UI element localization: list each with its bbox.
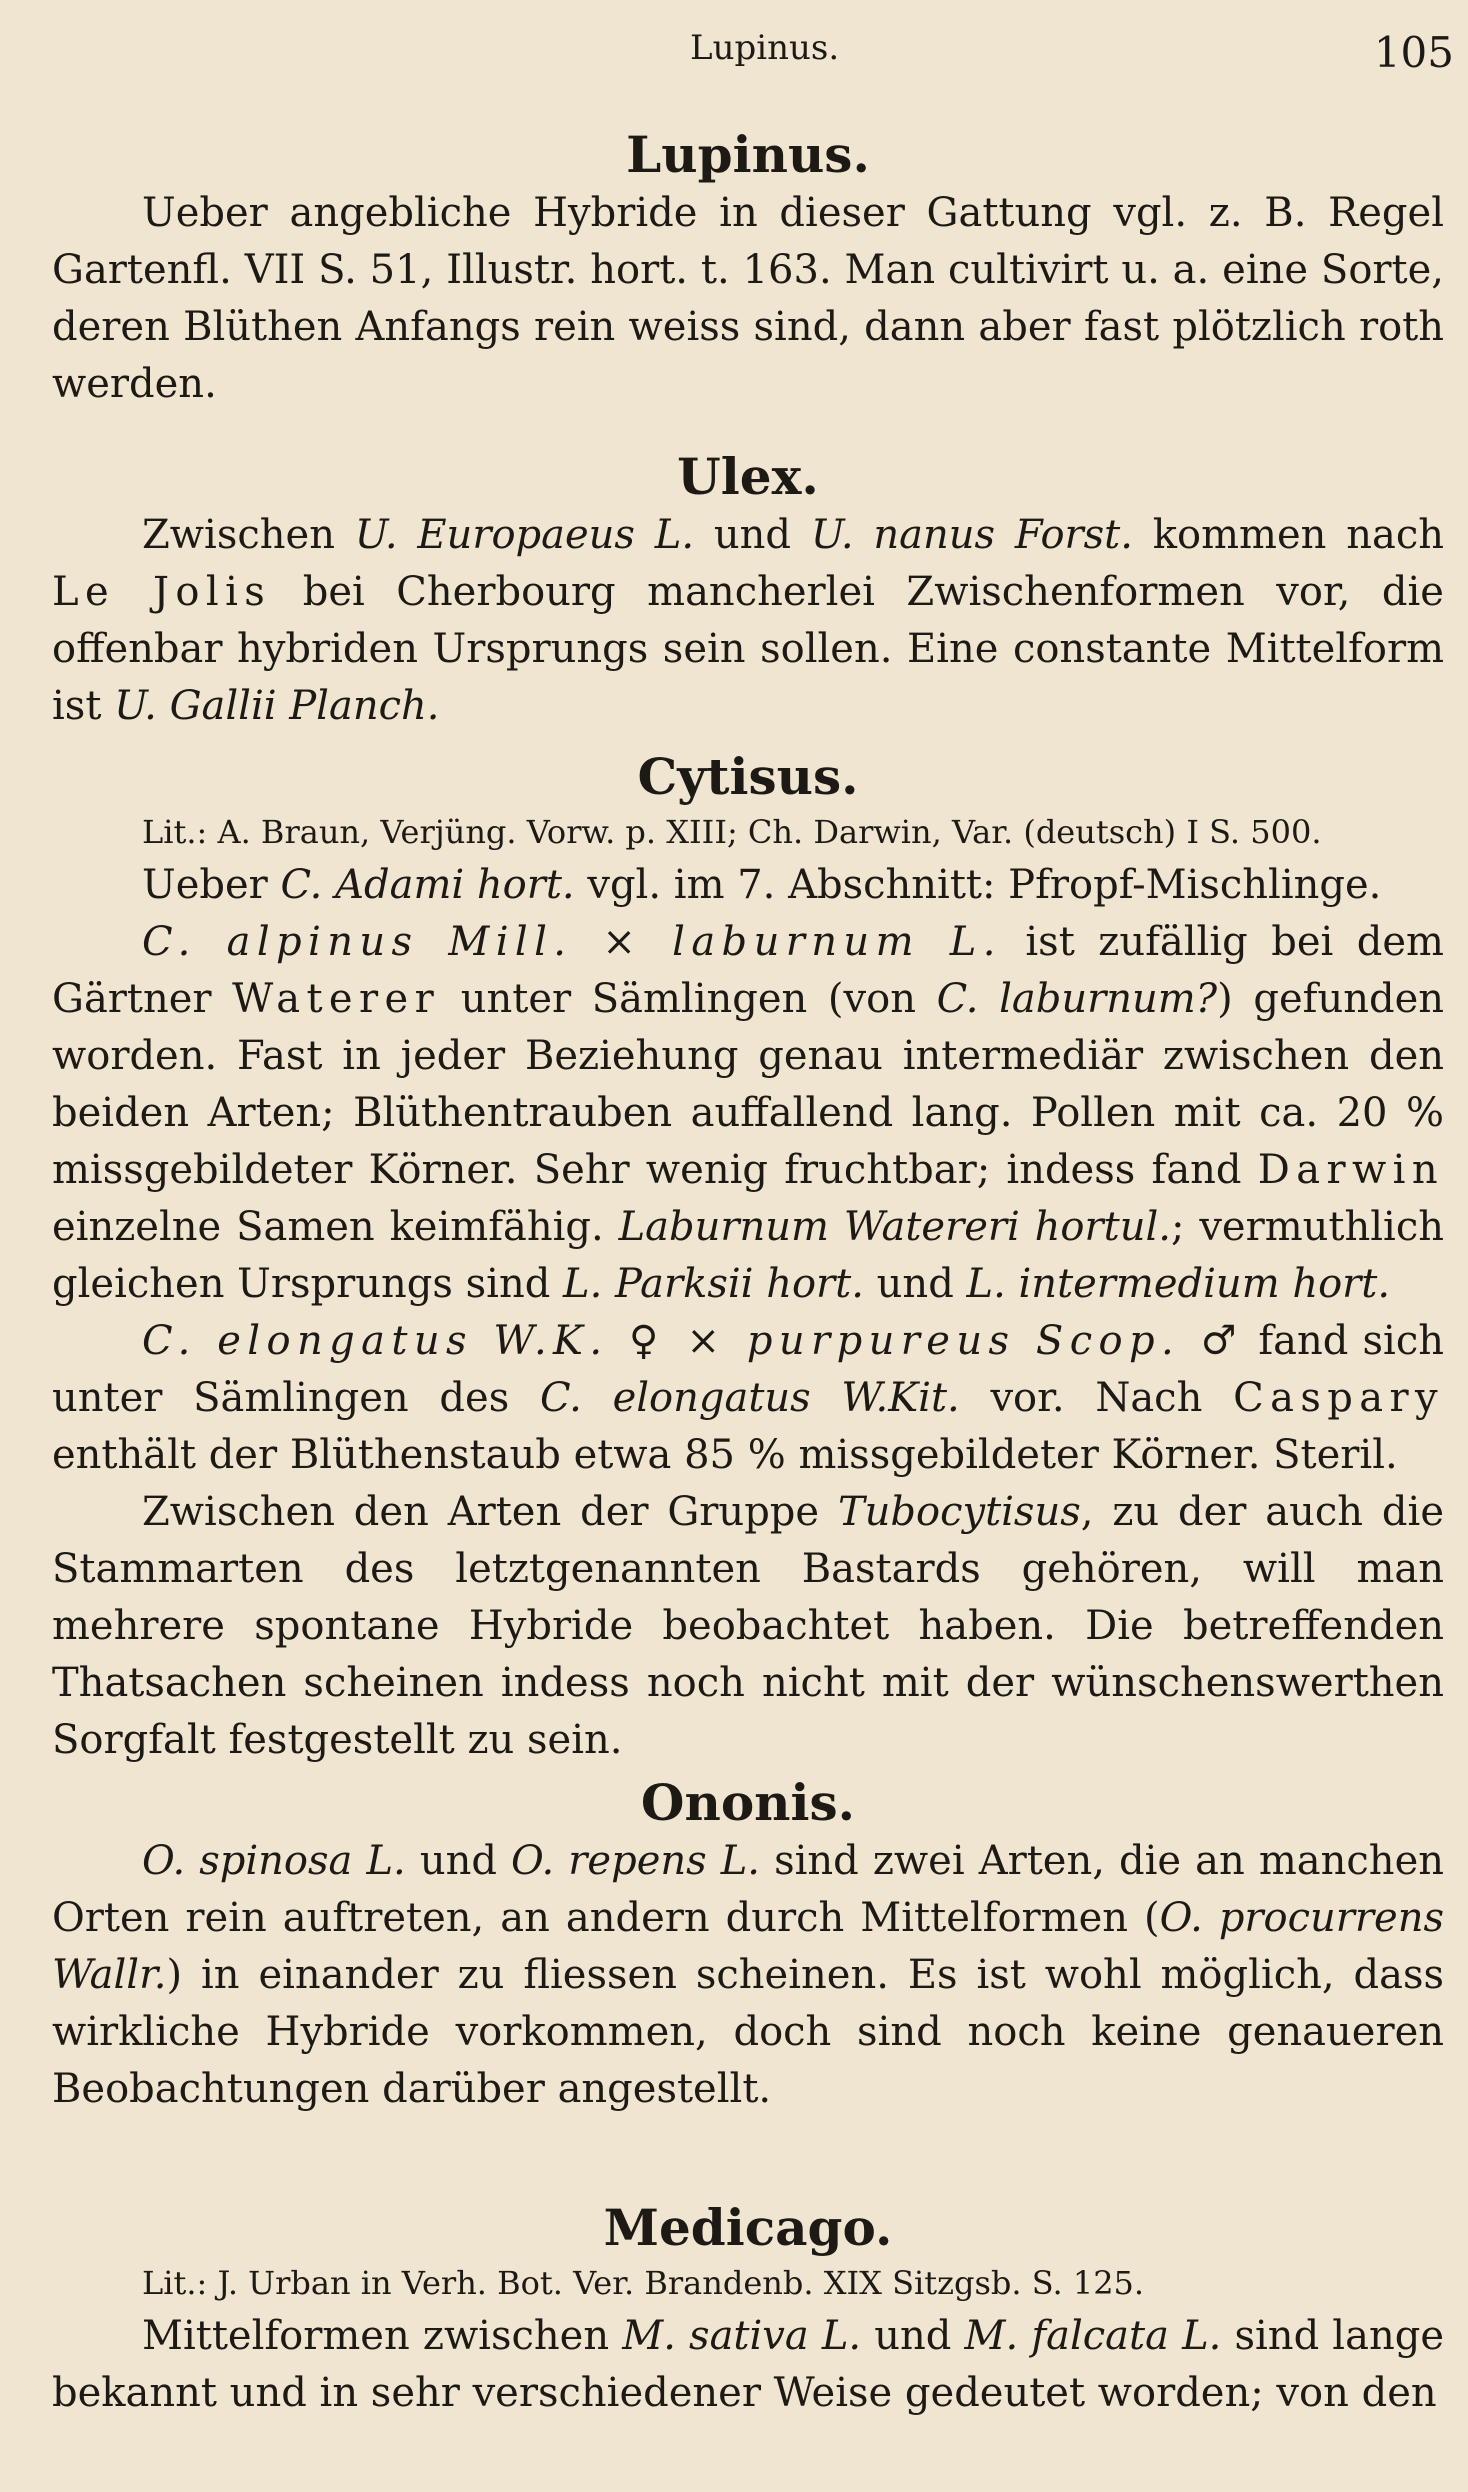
text-run: kommen nach [1132, 512, 1445, 558]
section-ononis [52, 1773, 1444, 2118]
species-name: C. elongatus W.Kit. [539, 1375, 960, 1421]
hybrid-formula: C. alpinus Mill. × laburnum L. [142, 919, 1002, 965]
species-name: O. repens L. [511, 1838, 761, 1884]
text-run: ; vermuthlich gleichen Ursprungs sind [52, 1204, 1444, 1307]
paragraph-cytisus-2 [52, 914, 1444, 1313]
running-title: Lupinus. [690, 28, 840, 68]
species-name: L. Parksii hort. [563, 1261, 864, 1307]
paragraph-ononis-1 [52, 1833, 1444, 2118]
text-run: Zwischen den Arten der Gruppe [142, 1489, 838, 1535]
text-run: fand sich unter Sämlingen des [52, 1318, 1444, 1421]
paragraph-medicago-1 [52, 2308, 1444, 2422]
species-name: O. spinosa L. [142, 1838, 406, 1884]
paragraph-ulex-1 [52, 507, 1444, 735]
species-name: M. sativa L. [622, 2313, 862, 2359]
species-name: M. falcata L. [964, 2313, 1222, 2359]
section-ulex [52, 447, 1444, 735]
author-name: Caspary [1233, 1375, 1445, 1421]
page-number: 105 [1373, 28, 1454, 77]
text-run: vgl. im 7. Abschnitt: Pfropf-Mischlinge. [574, 862, 1382, 908]
text-run: Mittelformen zwischen [142, 2313, 623, 2359]
text-run: unter Sämlingen (von [440, 976, 937, 1022]
text-run: Zwischen [142, 512, 355, 558]
paragraph-cytisus-4 [52, 1484, 1444, 1769]
text-run: Ueber [142, 862, 281, 908]
species-name: Laburnum Watereri hortul. [618, 1204, 1171, 1250]
paragraph-lupinus-1: Ueber angebliche Hybride in dieser Gattung vgl. z. B. Regel Gartenfl. VII S. 51, Illustr. hort. t. 163. Man cultivirt u. a. eine Sorte, deren Blüthen Anfangs rein weiss sind, dann aber fast plötzlich roth werden. [52, 190, 1444, 407]
author-name: Le Jolis [52, 569, 272, 615]
hybrid-formula: C. elongatus W.K. ♀ × purpureus Scop. ♂ [142, 1318, 1245, 1364]
text-run: ) in einander zu fliessen scheinen. Es ist wohl möglich, dass wirkliche Hybride vorkommen, doch sind noch keine genaueren Beobachtungen darüber angestellt. [52, 1952, 1444, 2112]
text-run: sind zwei Arten, die an manchen Orten rein auftreten, an andern durch Mittelformen ( [52, 1838, 1445, 1941]
species-name: L. intermedium hort. [966, 1261, 1391, 1307]
text-run: ist zufällig bei dem Gärtner [52, 919, 1444, 1022]
species-name: O. procurrens Wallr. [52, 1895, 1444, 1998]
text-run: und [861, 2313, 965, 2359]
author-name: Waterer [232, 976, 441, 1022]
species-name: U. nanus Forst. [810, 512, 1133, 558]
section-title-ulex: Ulex. [677, 447, 819, 506]
text-run: und [863, 1261, 967, 1307]
species-name: C. Adami hort. [280, 862, 575, 908]
text-run: und [694, 512, 811, 558]
species-name: Tubocytisus [837, 1489, 1081, 1535]
literature-medicago: Lit.: J. Urban in Verh. Bot. Ver. Brandenb. XIX Sitzgsb. S. 125. [142, 2264, 1145, 2302]
text-run: sind lange bekannt und in sehr verschiedener Weise gedeutet worden; von den [52, 2313, 1444, 2416]
section-cytisus [52, 747, 1444, 1769]
text-run: ) gefunden worden. Fast in jeder Beziehung genau intermediär zwischen den beiden Arten; Blüthentrauben auffallend lang. Pollen mit ca. 20 % missgebildeter Körner. Sehr wenig fruchtbar; indess fand [52, 976, 1445, 1193]
section-title-ononis: Ononis. [640, 1773, 856, 1832]
species-name: U. Gallii Planch. [114, 683, 440, 729]
text-run: enthält der Blüthenstaub etwa 85 % missgebildeter Körner. Steril. [52, 1432, 1398, 1478]
section-title-cytisus: Cytisus. [637, 747, 859, 806]
page-body [52, 125, 1444, 2422]
text-run: einzelne Samen keimfähig. [52, 1204, 619, 1250]
section-title-medicago: Medicago. [603, 2198, 893, 2257]
page-header [0, 26, 1468, 86]
literature-cytisus: Lit.: A. Braun, Verjüng. Vorw. p. XIII; Ch. Darwin, Var. (deutsch) I S. 500. [142, 813, 1322, 851]
text-run: bei Cherbourg mancherlei Zwischenformen vor, die offenbar hybriden Ursprungs sein sollen. Eine constante Mittelform ist [52, 569, 1444, 729]
section-medicago [52, 2198, 1444, 2422]
text-run: vor. Nach [959, 1375, 1234, 1421]
section-title-lupinus: Lupinus. [626, 125, 870, 184]
species-name: C. laburnum? [936, 976, 1218, 1022]
text-run: , zu der auch die Stammarten des letztgenannten Bastards gehören, will man mehrere spontane Hybride beobachtet haben. Die betreffenden Thatsachen scheinen indess noch nicht mit der wünschenswerthen Sorgfalt festgestellt zu sein. [52, 1489, 1444, 1763]
author-name: Darwin [1257, 1147, 1444, 1193]
species-name: U. Europaeus L. [354, 512, 695, 558]
paragraph-cytisus-3 [52, 1313, 1444, 1484]
section-lupinus [52, 125, 1444, 413]
paragraph-cytisus-1 [52, 857, 1444, 914]
text-run: und [405, 1838, 512, 1884]
